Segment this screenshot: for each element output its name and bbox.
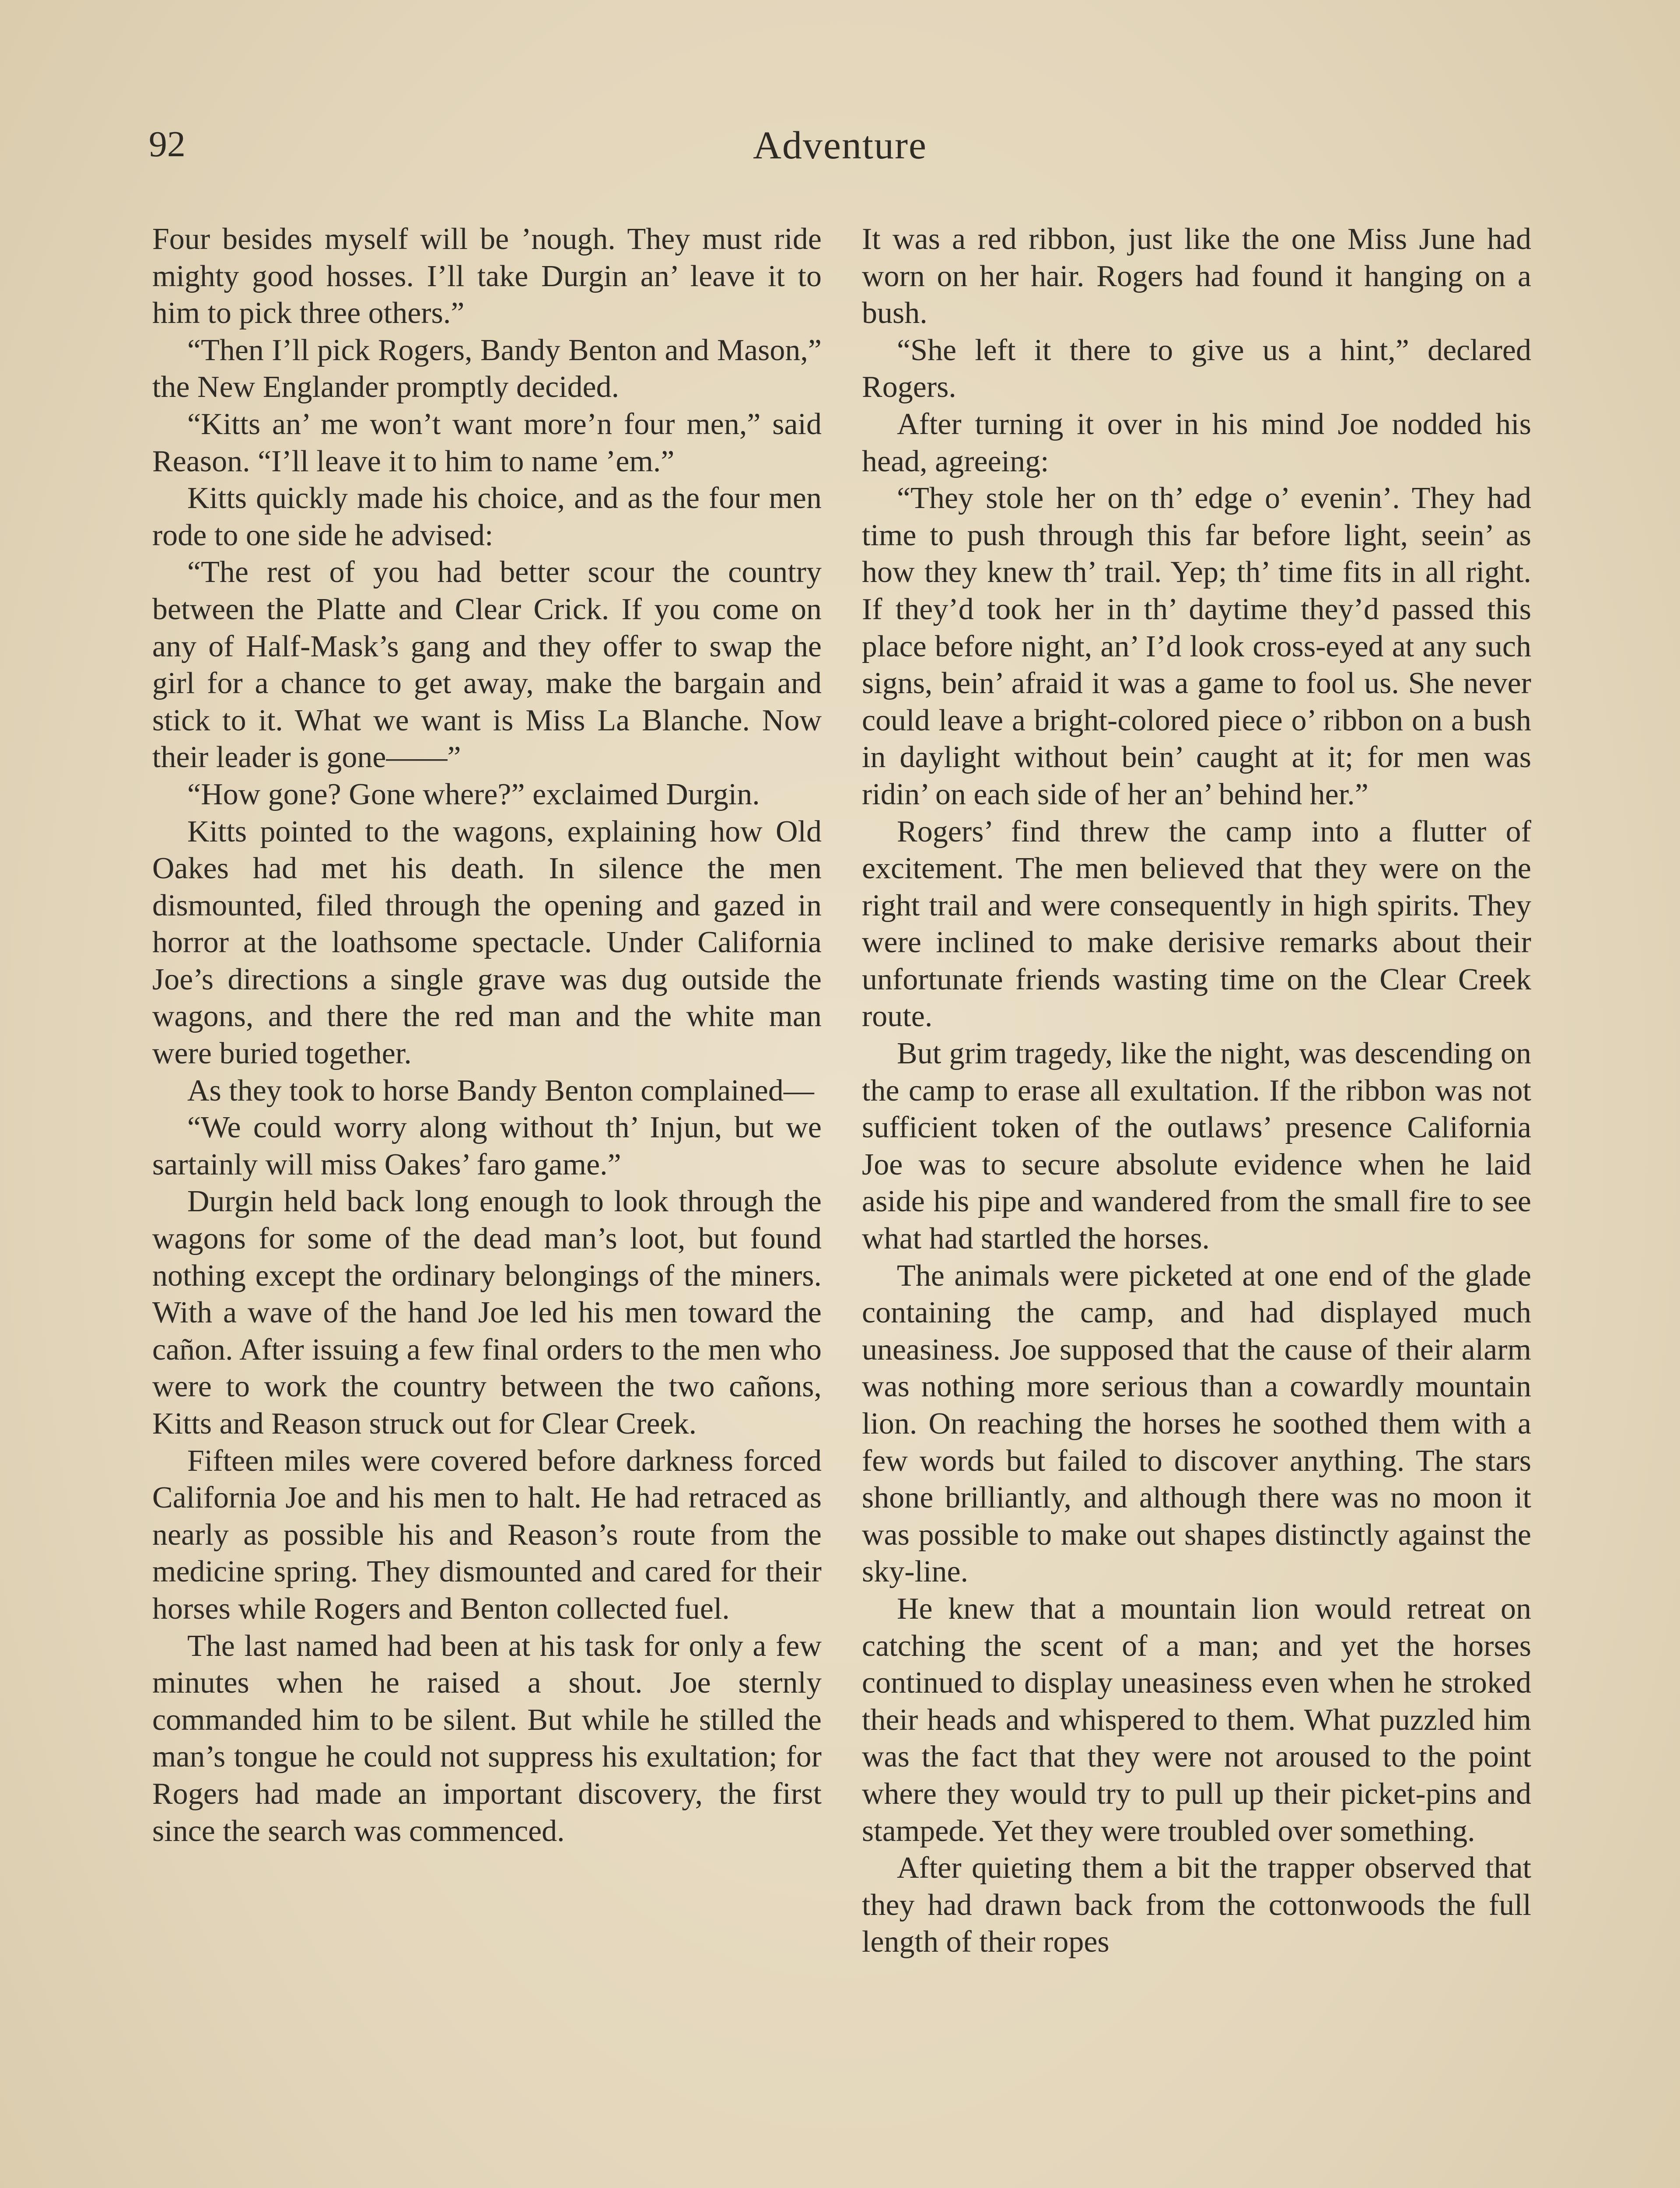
paragraph: “Kitts an’ me won’t want more’n four men,” said Reason. “I’ll leave it to him to name ’em.” [152, 407, 822, 478]
paragraph: But grim tragedy, like the night, was descending on the camp to erase all exultation. If the ribbon was not sufficient token of the outlaws’ presence California Joe was to secure absolute evidence when he laid aside his pipe and wandered from the small fire to see what had startled the horses. [862, 1037, 1531, 1256]
left-column [152, 221, 822, 1850]
paragraph: “The rest of you had better scour the country between the Platte and Clear Crick. If you come on any of Half-Mask’s gang and they offer to swap the girl for a chance to get away, make the bargain and stick to it. What we want is Miss La Blanche. Now their leader is gone——” [152, 555, 822, 775]
paragraph: “She left it there to give us a hint,” declared Rogers. [862, 333, 1531, 404]
paragraph: Fifteen miles were covered before darkness forced California Joe and his men to halt. He had retraced as nearly as possible his and Reason’s route from the medicine spring. They dismounted and cared for their horses while Rogers and Benton collected fuel. [152, 1444, 822, 1626]
paragraph: Rogers’ find threw the camp into a flutter of excitement. The men believed that they were on the right trail and were consequently in high spirits. They were inclined to make derisive remarks about their unfortunate friends wasting time on the Clear Creek route. [862, 814, 1531, 1034]
paragraph: After turning it over in his mind Joe nodded his head, agreeing: [862, 407, 1531, 478]
paragraph: “We could worry along without th’ Injun, but we sartainly will miss Oakes’ faro game.” [152, 1111, 822, 1182]
right-column [862, 221, 1531, 1961]
paragraph: Kitts pointed to the wagons, explaining how Old Oakes had met his death. In silence the men dismounted, filed through the opening and gazed in horror at the loathsome spectacle. Under California Joe’s directions a single grave was dug outside the wagons, and there the red man and the white man were buried together. [152, 814, 822, 1071]
paragraph: After quieting them a bit the trapper observed that they had drawn back from the cottonwoods the full length of their ropes [862, 1851, 1531, 1959]
paragraph: The animals were picketed at one end of the glade containing the camp, and had displayed much uneasiness. Joe supposed that the cause of their alarm was nothing more serious than a cowardly mountain lion. On reaching the horses he soothed them with a few words but failed to discover anything. The stars shone brilliantly, and although there was no moon it was possible to make out shapes distinctly against the sky-line. [862, 1259, 1531, 1589]
paragraph: “They stole her on th’ edge o’ evenin’. They had time to push through this far before light, seein’ as how they knew th’ trail. Yep; th’ time fits in all right. If they’d took her in th’ daytime they’d passed this place before night, an’ I’d look cross-eyed at any such signs, bein’ afraid it was a game to fool us. She never could leave a bright-colored piece o’ ribbon on a bush in daylight without bein’ caught at it; for men was ridin’ on each side of her an’ behind her.” [862, 481, 1531, 811]
paragraph: “Then I’ll pick Rogers, Bandy Benton and Mason,” the New Englander promptly decided. [152, 333, 822, 404]
paragraph: Kitts quickly made his choice, and as the four men rode to one side he advised: [152, 481, 822, 552]
paragraph: He knew that a mountain lion would retreat on catching the scent of a man; and yet the horses continued to display uneasiness even when he stroked their heads and whispered to them. What puzzled him was the fact that they were not aroused to the point where they would try to pull up their picket-pins and stampede. Yet they were troubled over something. [862, 1592, 1531, 1848]
paragraph: It was a red ribbon, just like the one Miss June had worn on her hair. Rogers had found it hanging on a bush. [862, 222, 1531, 330]
running-head-title: Adventure [753, 124, 927, 167]
paragraph: Durgin held back long enough to look through the wagons for some of the dead man’s loot, but found nothing except the ordinary belongings of the miners. With a wave of the hand Joe led his men toward the cañon. After issuing a few final orders to the men who were to work the country between the two cañons, Kitts and Reason struck out for Clear Creek. [152, 1185, 822, 1441]
paragraph: Four besides myself will be ’nough. They must ride mighty good hosses. I’ll take Durgin an’ leave it to him to pick three others.” [152, 222, 822, 330]
paragraph: The last named had been at his task for only a few minutes when he raised a shout. Joe sternly commanded him to be silent. But while he stilled the man’s tongue he could not suppress his exultation; for Rogers had made an important discovery, the first since the search was commenced. [152, 1629, 822, 1848]
page-number: 92 [149, 124, 186, 165]
paragraph: “How gone? Gone where?” exclaimed Durgin. [187, 777, 760, 811]
paragraph: As they took to horse Bandy Benton complained— [187, 1073, 814, 1108]
